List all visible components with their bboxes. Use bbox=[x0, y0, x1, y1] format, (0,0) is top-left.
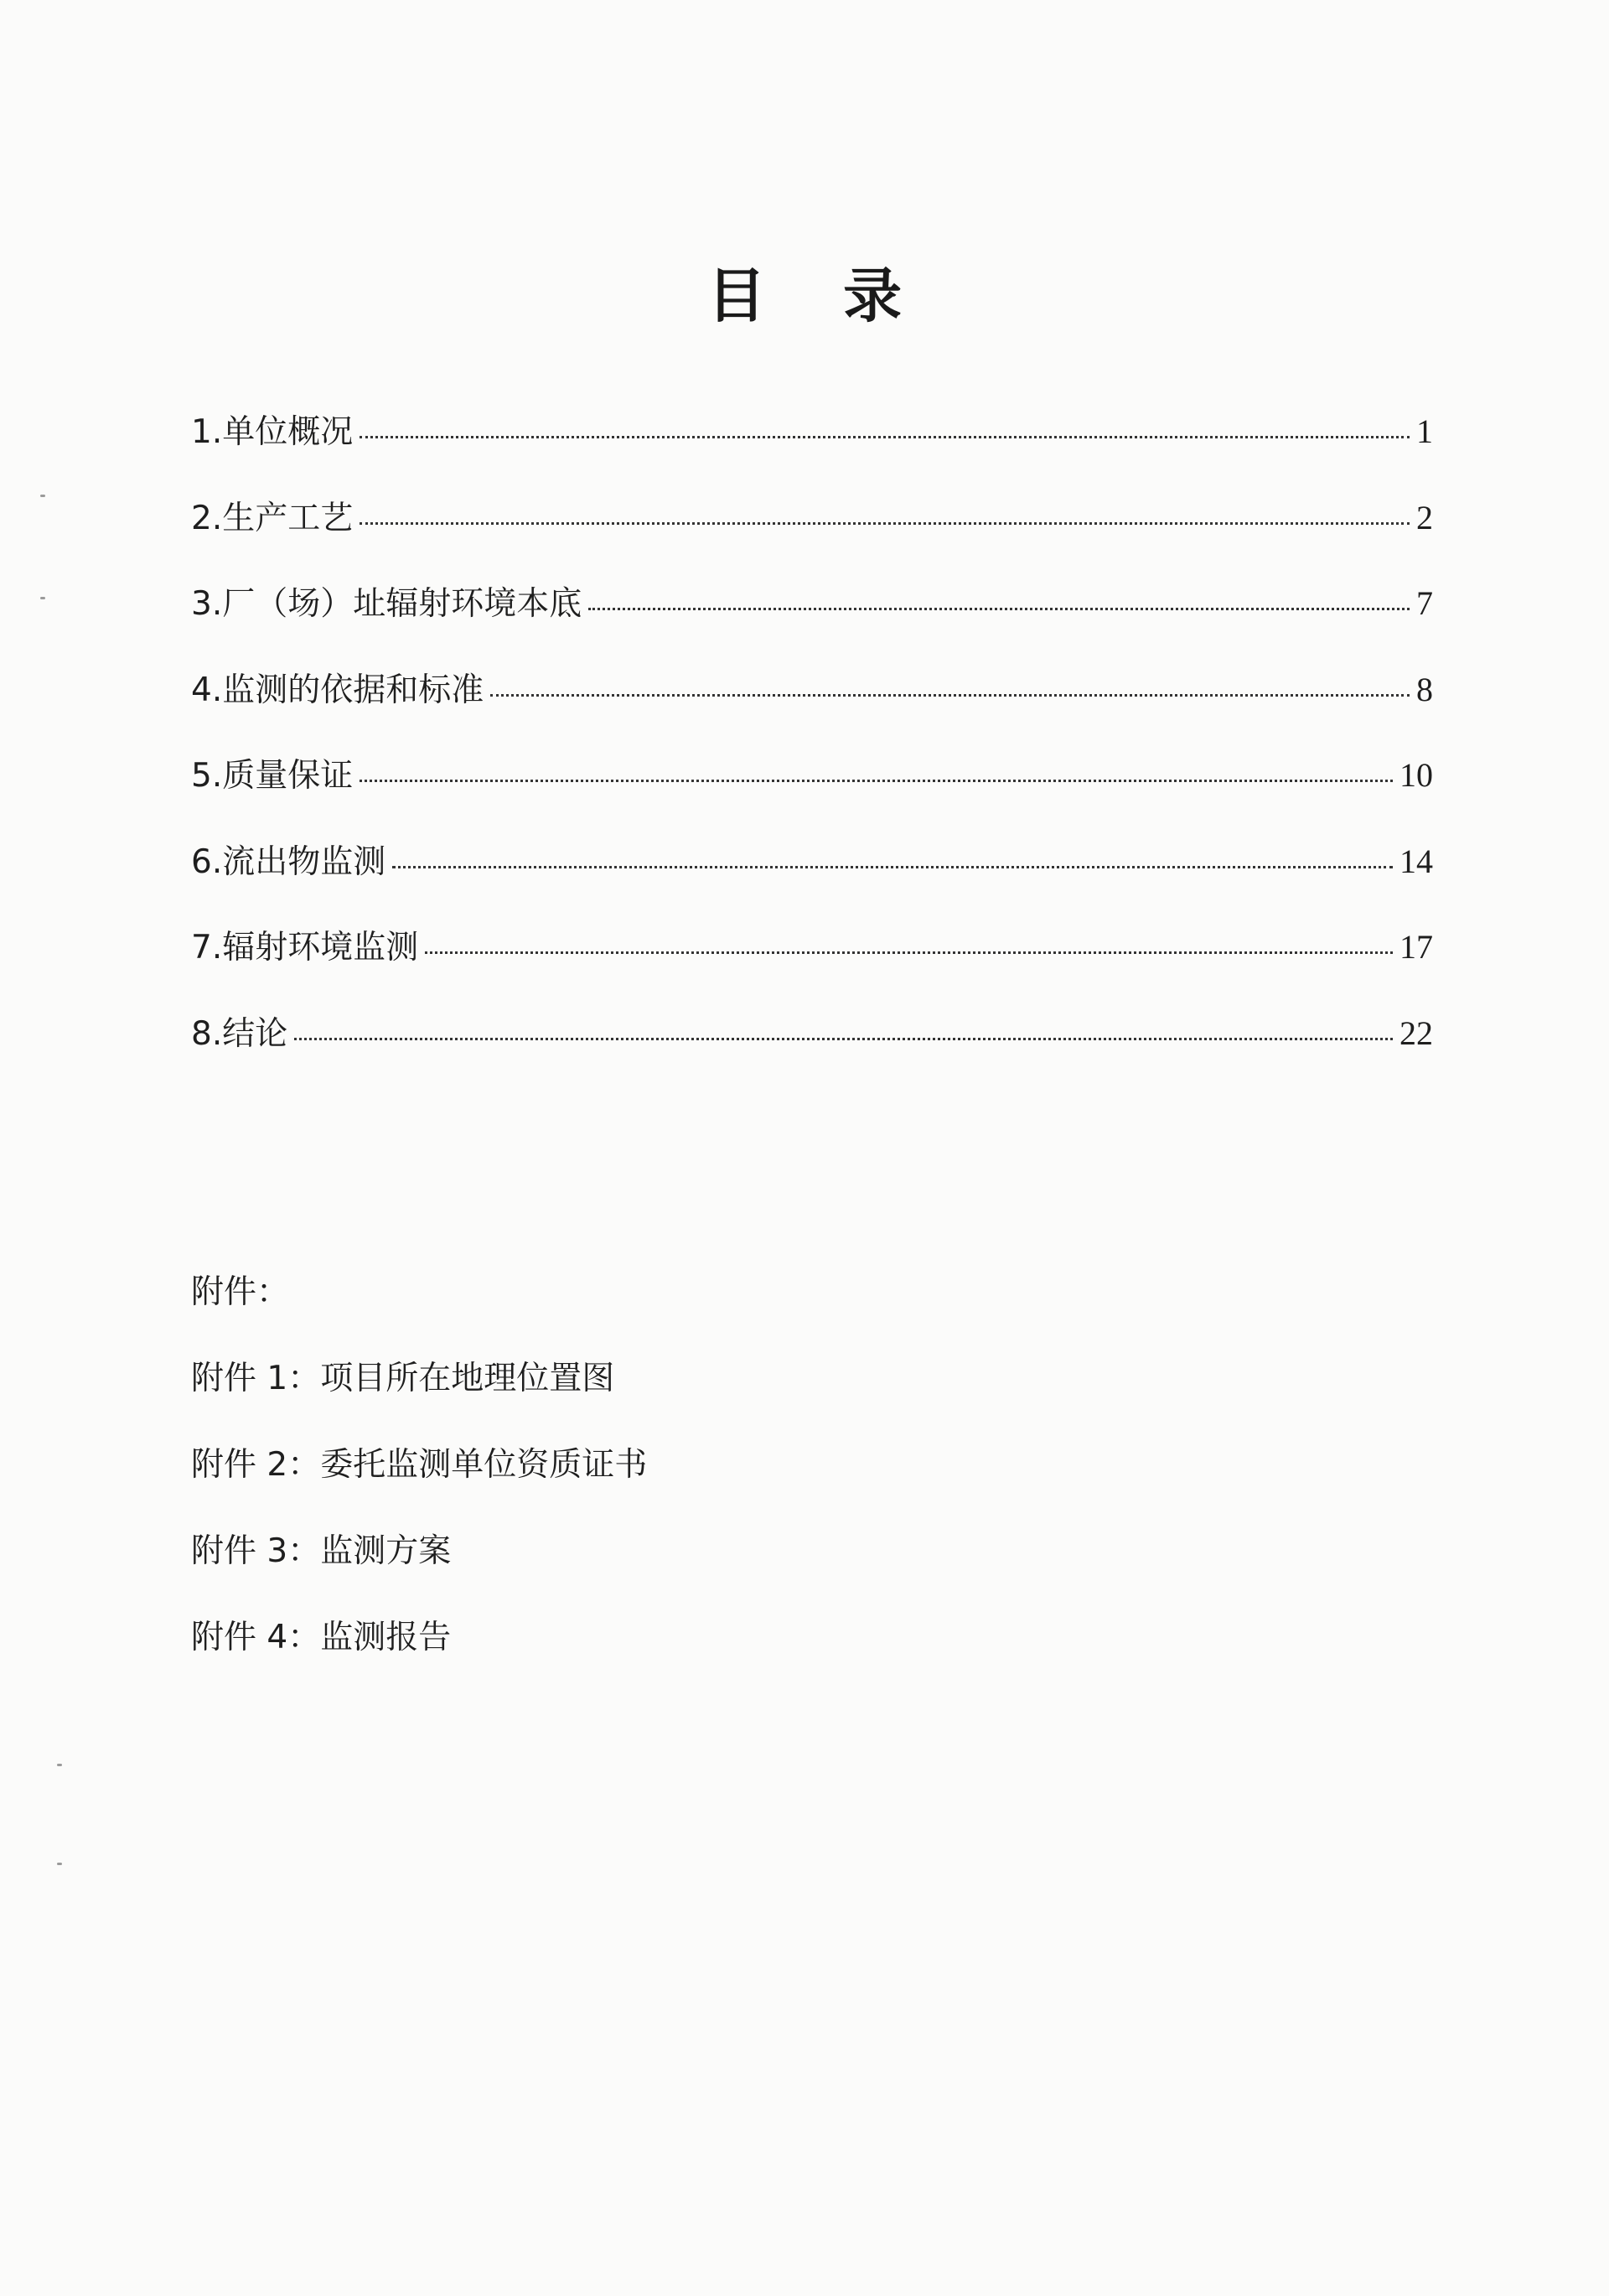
annex-header: 附件： bbox=[191, 1273, 290, 1311]
toc-entry bbox=[191, 842, 1433, 931]
annex-item: 附件 2：委托监测单位资质证书 bbox=[191, 1446, 648, 1484]
toc-leader-dots bbox=[392, 866, 1393, 868]
toc-entry bbox=[191, 670, 1433, 759]
annex-item: 附件 4：监测报告 bbox=[191, 1619, 452, 1656]
annex-item: 附件 1：项目所在地理位置图 bbox=[191, 1360, 615, 1397]
toc-leader-dots bbox=[360, 780, 1393, 782]
toc-entry bbox=[191, 756, 1433, 845]
toc-entry bbox=[191, 412, 1433, 501]
annex-item: 附件 3：监测方案 bbox=[191, 1532, 452, 1570]
toc-leader-dots bbox=[294, 1038, 1393, 1040]
toc-leader-dots bbox=[360, 522, 1410, 525]
toc-leader-dots bbox=[588, 608, 1410, 610]
toc-entry-label: 5.质量保证 bbox=[191, 757, 354, 795]
toc-entry-label: 7.辐射环境监测 bbox=[191, 929, 419, 967]
annex-list bbox=[191, 1273, 648, 1708]
toc-entry-page: 22 bbox=[1399, 1013, 1433, 1052]
toc-entry bbox=[191, 1013, 1433, 1103]
toc-entry-page: 14 bbox=[1399, 842, 1433, 880]
toc-entry-page: 10 bbox=[1399, 756, 1433, 794]
toc-entry-label: 6.流出物监测 bbox=[191, 842, 386, 881]
toc-entry-page: 8 bbox=[1416, 670, 1433, 708]
toc-leader-dots bbox=[360, 436, 1410, 438]
page-title: 目 录 bbox=[706, 262, 931, 330]
toc-entry bbox=[191, 584, 1433, 673]
table-of-contents bbox=[191, 412, 1433, 1102]
toc-entry bbox=[191, 930, 1433, 1017]
scan-speck bbox=[40, 495, 45, 497]
toc-entry-page: 7 bbox=[1416, 584, 1433, 622]
toc-entry-label: 2.生产工艺 bbox=[191, 499, 354, 537]
scan-speck bbox=[57, 1764, 62, 1766]
scan-speck bbox=[57, 1863, 62, 1865]
scan-speck bbox=[40, 597, 45, 599]
toc-entry-label: 3.厂（场）址辐射环境本底 bbox=[191, 585, 582, 623]
toc-entry-label: 4.监测的依据和标准 bbox=[191, 671, 484, 709]
toc-entry-page: 2 bbox=[1416, 498, 1433, 536]
toc-leader-dots bbox=[490, 694, 1410, 697]
toc-entry-label: 8.结论 bbox=[191, 1014, 288, 1053]
toc-leader-dots bbox=[425, 951, 1393, 954]
toc-entry-label: 1.单位概况 bbox=[191, 413, 354, 451]
toc-entry-page: 17 bbox=[1399, 928, 1433, 966]
toc-entry bbox=[191, 498, 1433, 588]
toc-entry-page: 1 bbox=[1416, 412, 1433, 450]
